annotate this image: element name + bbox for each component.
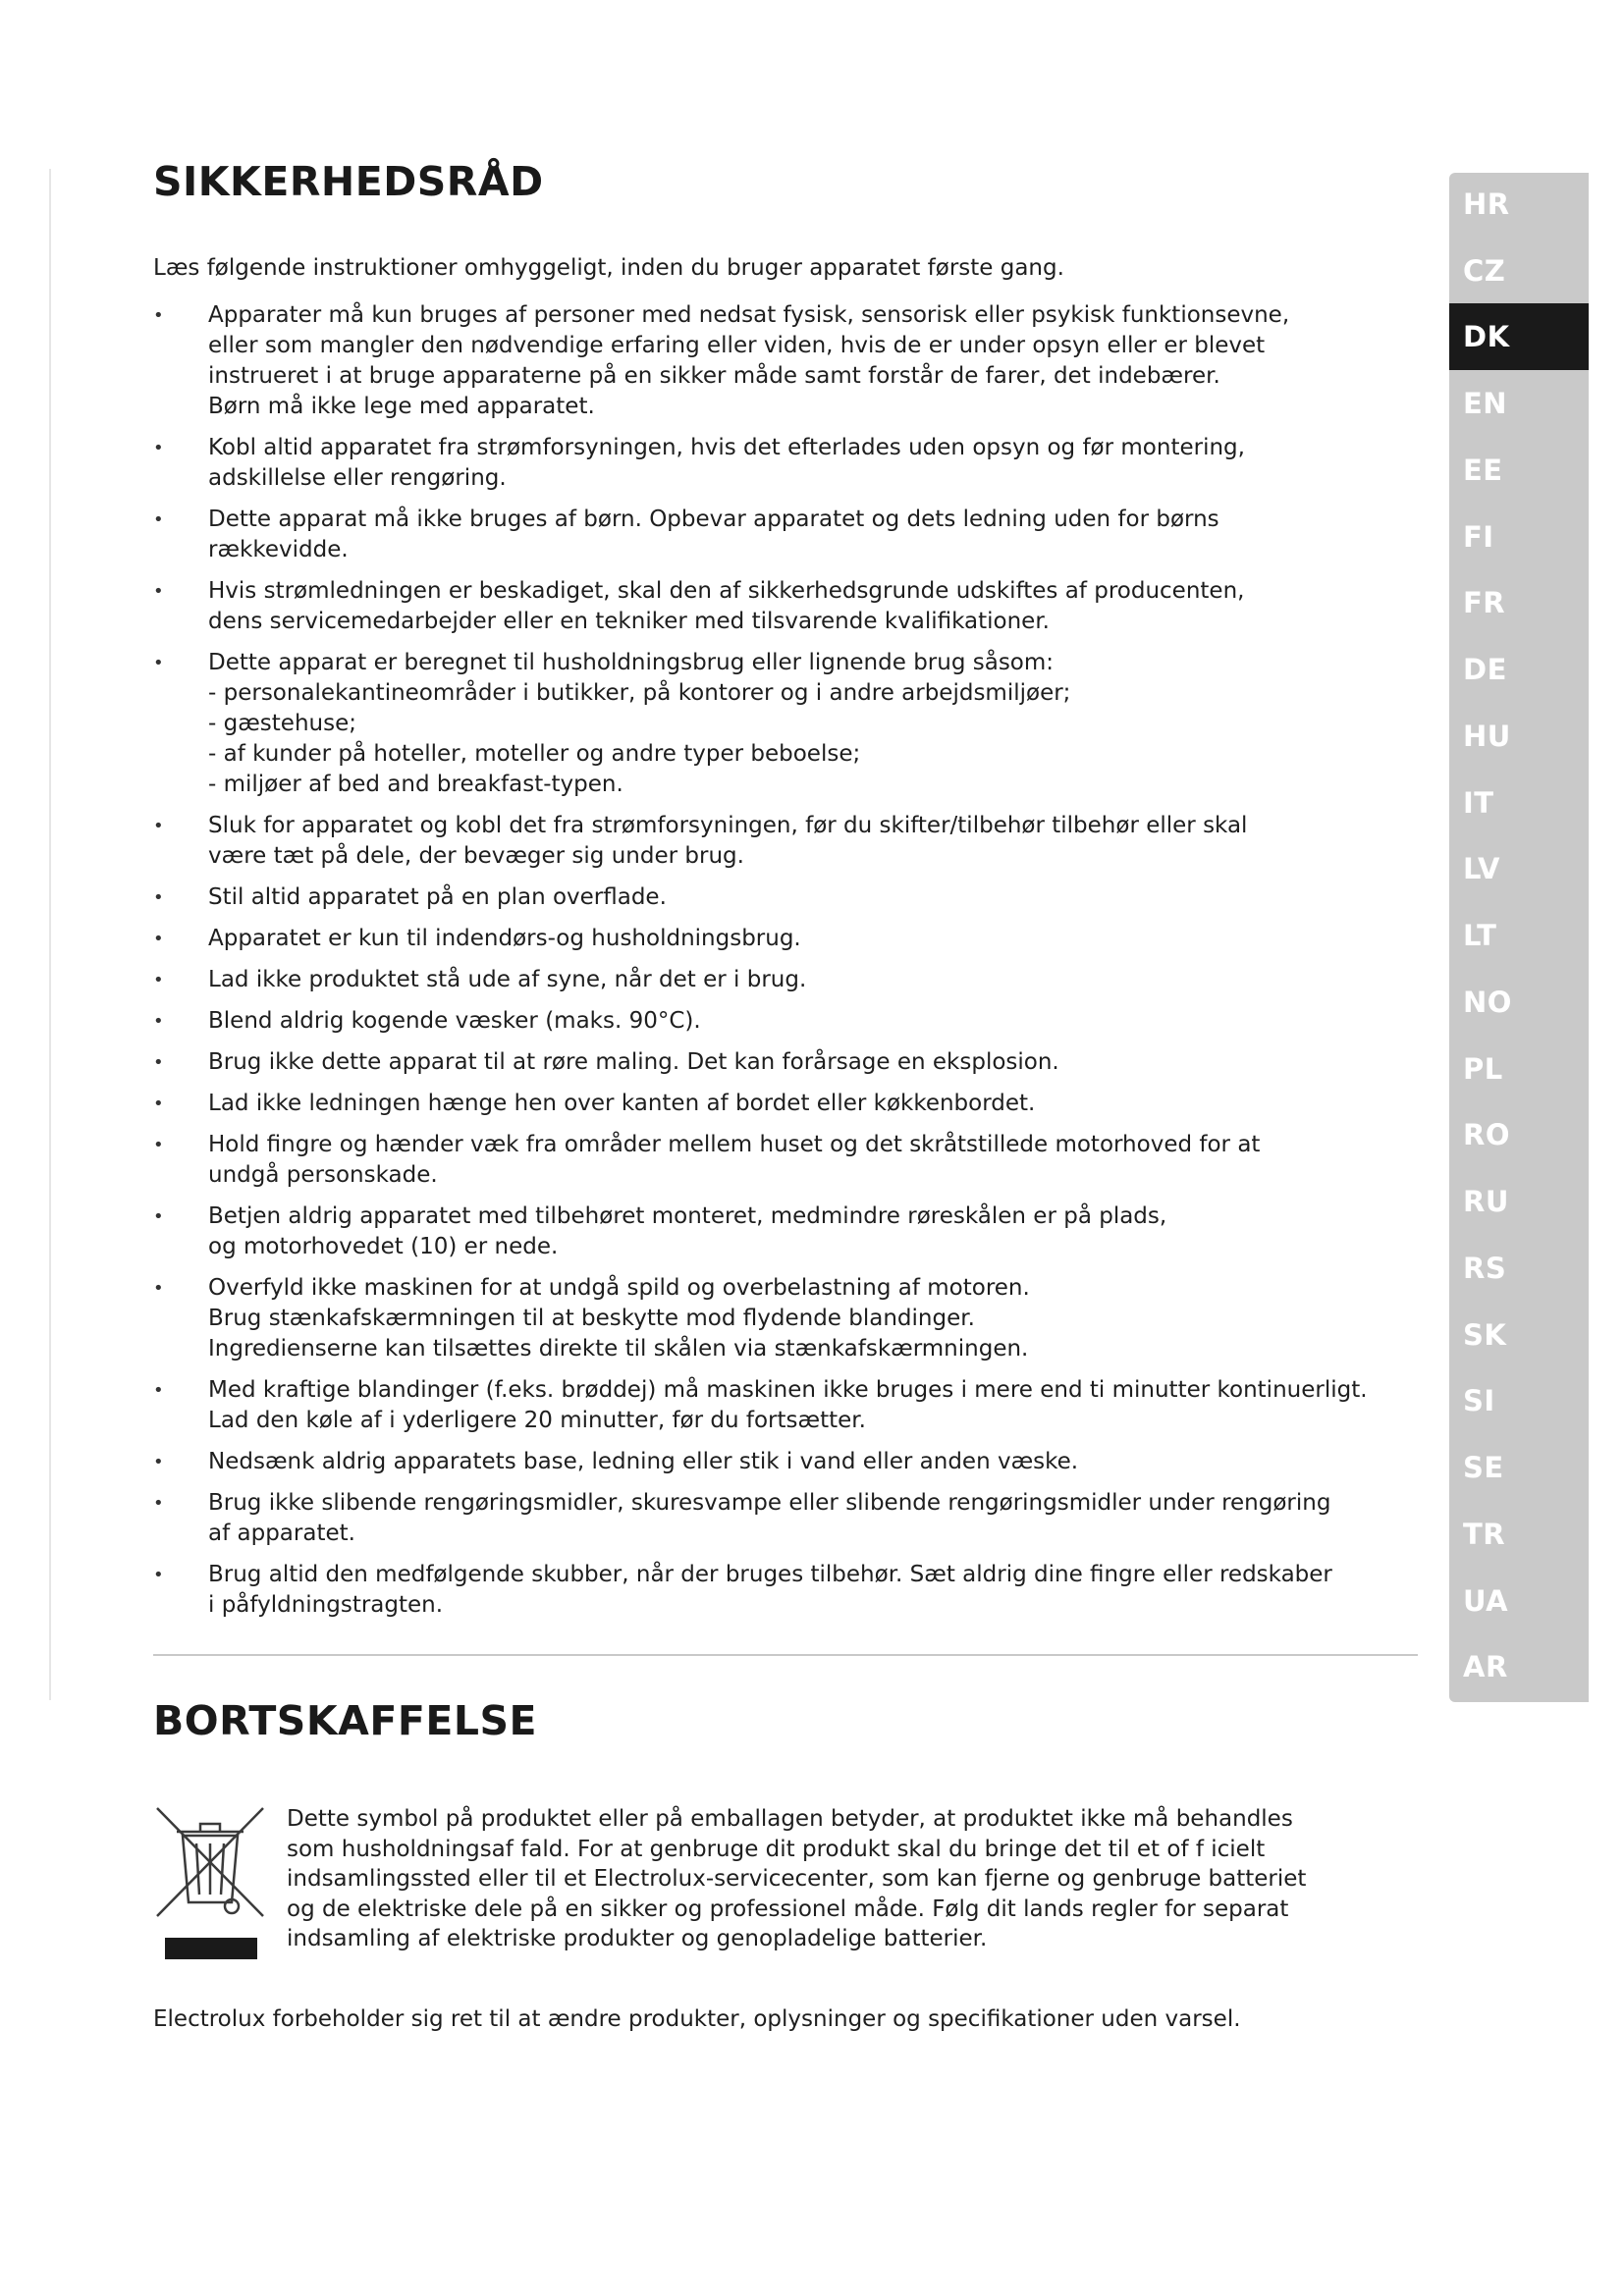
language-tab-bar [1449, 173, 1589, 1702]
language-tab-si[interactable]: SI [1463, 1384, 1495, 1417]
language-tab-ar[interactable]: AR [1463, 1650, 1508, 1683]
section-divider [153, 1654, 1418, 1656]
safety-item: • Hvis strømledningen er beskadiget, skal den af sikkerhedsgrunde udskiftes af producenten, dens servicemedarbejder eller en tekniker med tilsvarende kvalifikationer. [153, 576, 1420, 637]
language-tab-de[interactable]: DE [1463, 653, 1507, 686]
language-tab-en[interactable]: EN [1463, 387, 1508, 420]
language-tab-cz[interactable]: CZ [1463, 254, 1506, 288]
safety-intro: Læs følgende instruktioner omhyggeligt, inden du bruger apparatet første gang. [153, 255, 1064, 282]
safety-item: • Blend aldrig kogende væsker (maks. 90°C). [153, 1006, 1420, 1037]
disposal-block [153, 1804, 1420, 1967]
safety-item: • Apparatet er kun til indendørs-og husholdningsbrug. [153, 924, 1420, 954]
safety-list [153, 300, 1420, 1621]
safety-item: • Med kraftige blandinger (f.eks. brøddej) må maskinen ikke bruges i mere end ti minutter kontinuerligt. Lad den køle af i yderligere 20 minutter, før du fortsætter. [153, 1375, 1420, 1436]
safety-item: • Kobl altid apparatet fra strømforsyningen, hvis det efterlades uden opsyn og før montering, adskillelse eller rengøring. [153, 433, 1420, 494]
safety-item: • Lad ikke produktet stå ude af syne, når det er i brug. [153, 965, 1420, 995]
language-tab-se[interactable]: SE [1463, 1451, 1504, 1484]
disposal-title: BORTSKAFFELSE [153, 1697, 538, 1745]
language-tab-rs[interactable]: RS [1463, 1252, 1507, 1285]
language-tab-tr[interactable]: TR [1463, 1518, 1506, 1551]
disclaimer-text: Electrolux forbeholder sig ret til at ændre produkter, oplysninger og specifikationer uden varsel. [153, 2006, 1241, 2033]
language-tab-hr[interactable]: HR [1463, 187, 1510, 221]
language-tab-sk[interactable]: SK [1463, 1318, 1507, 1352]
safety-item: • Brug altid den medfølgende skubber, når der bruges tilbehør. Sæt aldrig dine fingre eller redskaber i påfyldningstragten. [153, 1560, 1420, 1621]
language-tab-fi[interactable]: FI [1463, 520, 1494, 554]
safety-item: • Stil altid apparatet på en plan overflade. [153, 882, 1420, 913]
weee-crossed-bin-icon [153, 1800, 269, 1967]
language-tab-ua[interactable]: UA [1463, 1584, 1509, 1618]
language-tab-dk[interactable]: DK [1449, 303, 1589, 370]
safety-item: • Brug ikke slibende rengøringsmidler, skuresvampe eller slibende rengøringsmidler under rengøring af apparatet. [153, 1488, 1420, 1549]
language-tab-lv[interactable]: LV [1463, 852, 1500, 885]
safety-item: • Sluk for apparatet og kobl det fra strømforsyningen, før du skifter/tilbehør tilbehør eller skal være tæt på dele, der bevæger sig under brug. [153, 811, 1420, 872]
safety-item: • Betjen aldrig apparatet med tilbehøret monteret, medmindre røreskålen er på plads, og motorhovedet (10) er nede. [153, 1201, 1420, 1262]
safety-title: SIKKERHEDSRÅD [153, 158, 544, 205]
safety-item: • Apparater må kun bruges af personer med nedsat fysisk, sensorisk eller psykisk funktionsevne, eller som mangler den nødvendige erfaring eller viden, hvis de er under opsyn eller er blevet instrueret i at bruge apparaterne på en sikker måde samt forstår de farer, det indebærer. Børn må ikke lege med apparatet. [153, 300, 1420, 422]
safety-item: • Lad ikke ledningen hænge hen over kanten af bordet eller køkkenbordet. [153, 1089, 1420, 1119]
language-tab-ru[interactable]: RU [1463, 1185, 1509, 1218]
language-tab-hu[interactable]: HU [1463, 720, 1511, 753]
safety-item: • Brug ikke dette apparat til at røre maling. Det kan forårsage en eksplosion. [153, 1047, 1420, 1078]
language-tab-ee[interactable]: EE [1463, 454, 1503, 487]
page-content [153, 160, 1420, 2056]
safety-item: • Hold fingre og hænder væk fra områder mellem huset og det skråtstillede motorhoved for at undgå personskade. [153, 1130, 1420, 1191]
left-margin-rule [49, 169, 51, 1700]
safety-item: • Nedsænk aldrig apparatets base, ledning eller stik i vand eller anden væske. [153, 1447, 1420, 1477]
safety-item: • Overfyld ikke maskinen for at undgå spild og overbelastning af motoren. Brug stænkafskærmningen til at beskytte mod flydende blandinger. Ingredienserne kan tilsættes direkte til skålen via stænkafskærmningen. [153, 1273, 1420, 1364]
disposal-text: Dette symbol på produktet eller på emballagen betyder, at produktet ikke må behandles som husholdningsaf fald. For at genbruge dit produkt skal du bringe det til et of f icielt indsamlingssted eller til et Electrolux-servicecenter, som kan fjerne og genbruge batteriet og de elektriske dele på en sikker og professionel måde. Følg dit lands regler for separat indsamling af elektriske produkter og genopladelige batterier. [287, 1806, 1307, 1952]
language-tab-lt[interactable]: LT [1463, 919, 1497, 952]
language-tab-fr[interactable]: FR [1463, 586, 1506, 619]
language-tab-it[interactable]: IT [1463, 786, 1494, 820]
language-tab-pl[interactable]: PL [1463, 1052, 1503, 1086]
safety-item: • Dette apparat må ikke bruges af børn. Opbevar apparatet og dets ledning uden for børns rækkevidde. [153, 505, 1420, 565]
safety-item: • Dette apparat er beregnet til husholdningsbrug eller lignende brug såsom: - personalekantineområder i butikker, på kontorer og i andre arbejdsmiljøer; - gæstehuse; - af kunder på hoteller, moteller og andre typer beboelse; - miljøer af bed and breakfast-typen. [153, 648, 1420, 800]
language-tab-no[interactable]: NO [1463, 986, 1512, 1019]
language-tab-ro[interactable]: RO [1463, 1118, 1510, 1151]
